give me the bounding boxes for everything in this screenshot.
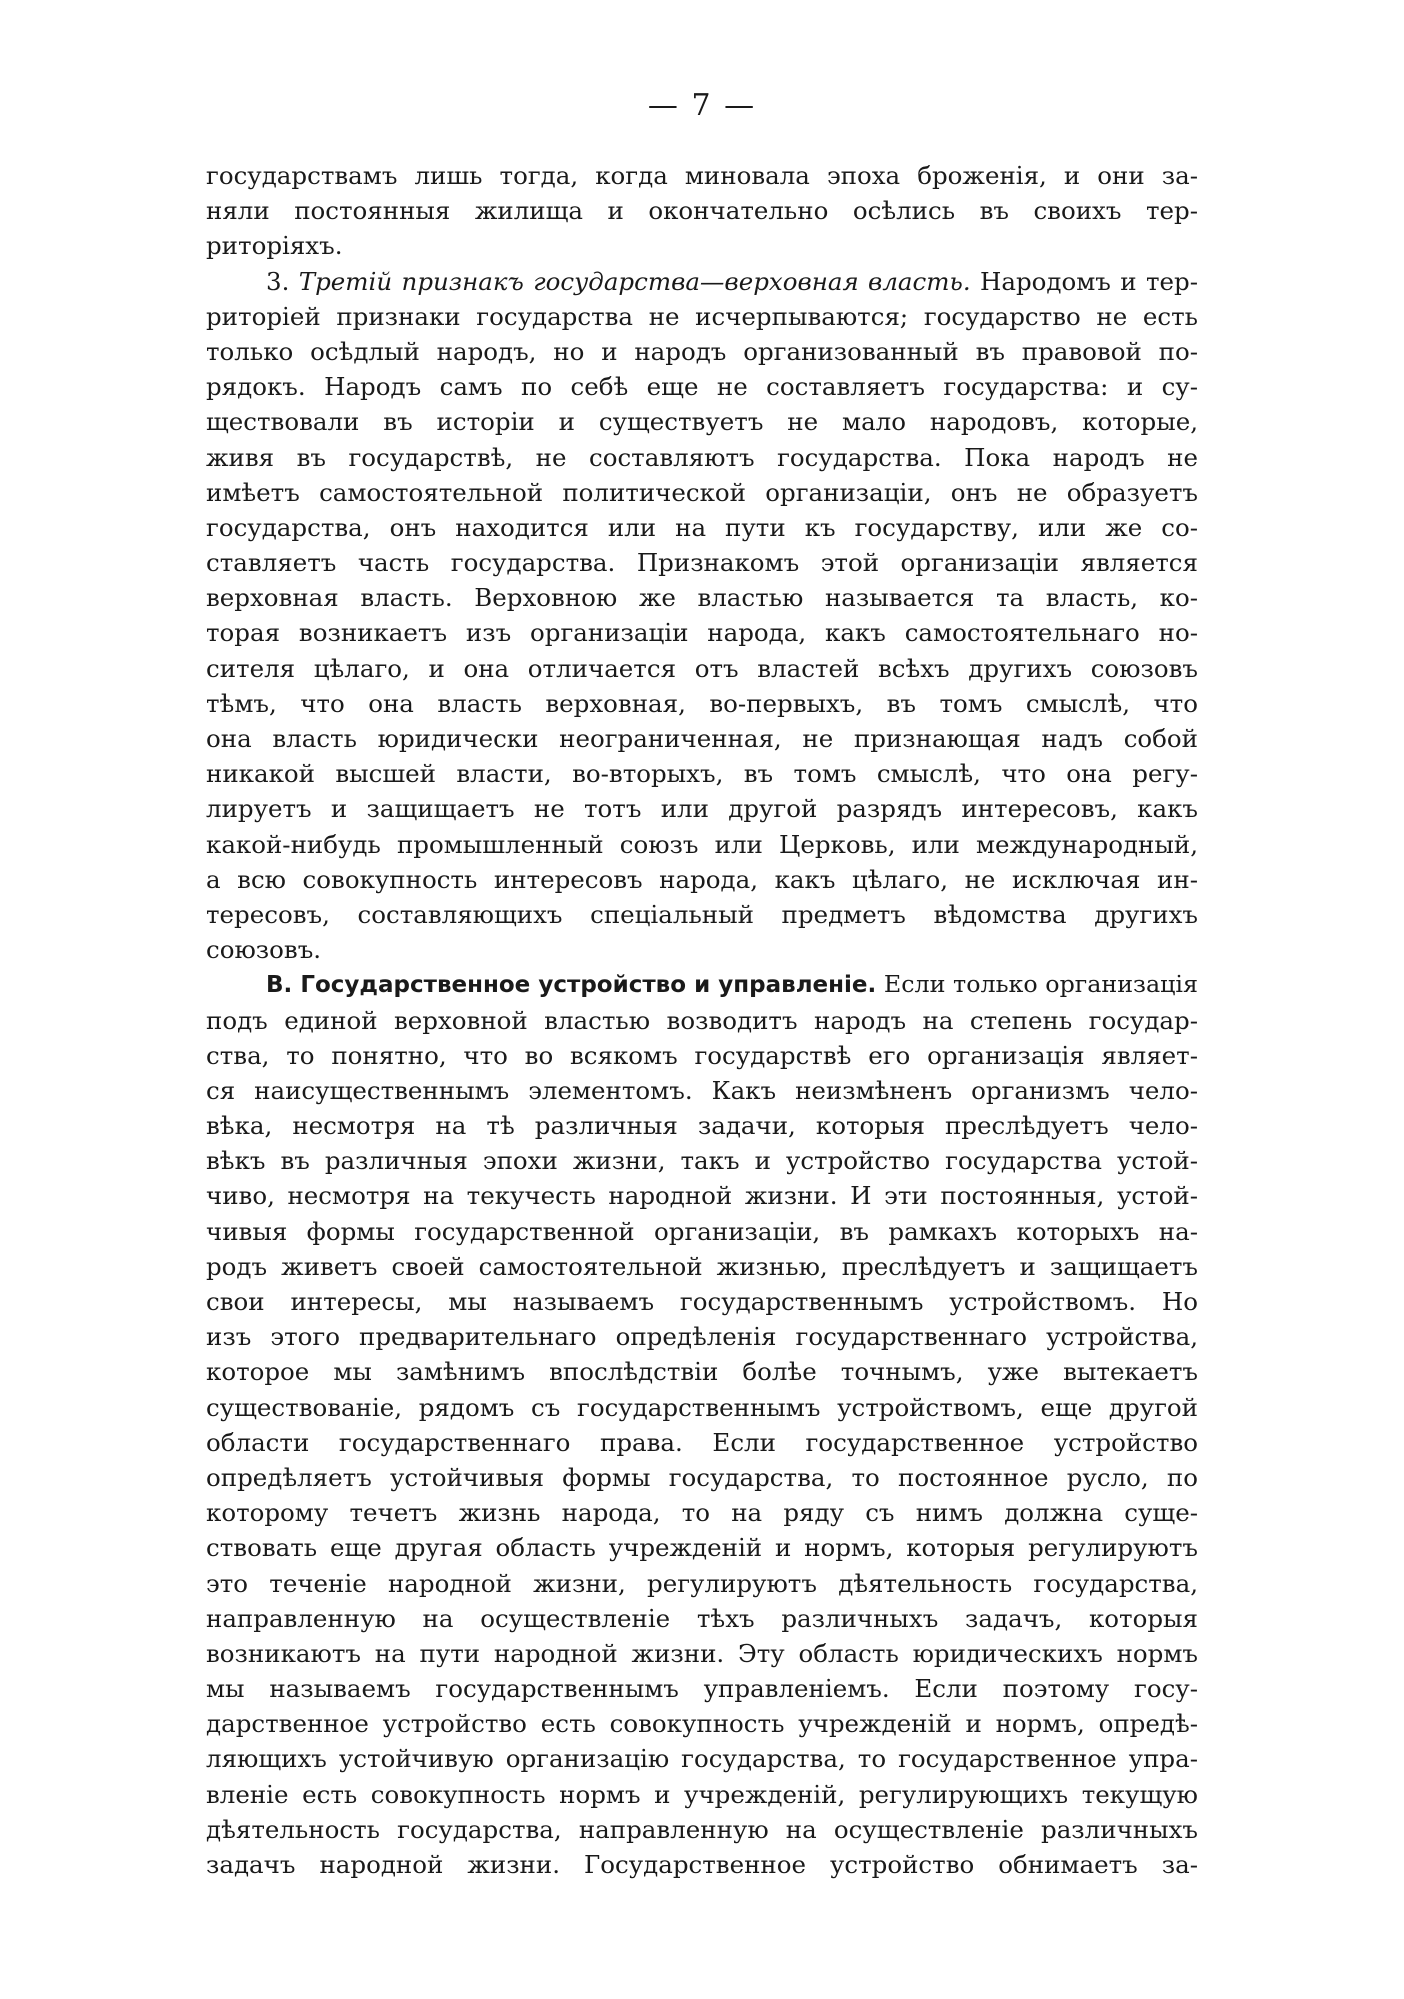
line-text: опредѣляетъ устойчивыя формы государства, то постоянное русло, по xyxy=(206,1462,1198,1492)
text-line xyxy=(206,1390,1198,1425)
text-line xyxy=(206,756,1198,791)
line-text: рядокъ. Народъ самъ по себѣ еще не составляетъ государства: и су- xyxy=(206,372,1198,402)
line-text: вленіе есть совокупность нормъ и учрежденій, регулирующихъ текущую xyxy=(206,1779,1198,1809)
line-text: ставляетъ часть государства. Признакомъ этой организаціи является xyxy=(206,548,1198,578)
line-text: чивыя формы государственной организаціи, въ рамкахъ которыхъ на- xyxy=(206,1216,1198,1246)
line-text: дѣятельность государства, направленную на осуществленіе различныхъ xyxy=(206,1814,1198,1844)
text-line xyxy=(206,686,1198,721)
text-line xyxy=(206,1847,1198,1882)
line-text: верховная власть. Верховною же властью называется та власть, ко- xyxy=(206,583,1198,613)
line-text: подъ единой верховной властью возводитъ народъ на степень государ- xyxy=(206,1005,1198,1035)
text-line xyxy=(206,932,1198,967)
line-text: государствамъ лишь тогда, когда миновала эпоха броженія, и они за- xyxy=(206,161,1198,190)
text-line xyxy=(206,1460,1198,1495)
line-text: свои интересы, мы называемъ государственнымъ устройствомъ. Но xyxy=(206,1287,1198,1316)
line-text: живя въ государствѣ, не составляютъ государства. Пока народъ не xyxy=(206,442,1198,472)
line-text: которому течетъ жизнь народа, то на ряду съ нимъ должна суще- xyxy=(206,1498,1198,1528)
text-line xyxy=(206,228,1198,263)
line-text: сителя цѣлаго, и она отличается отъ властей всѣхъ другихъ союзовъ xyxy=(206,653,1198,683)
text-line xyxy=(206,1003,1198,1038)
line-text: которое мы замѣнимъ впослѣдствіи болѣе точнымъ, уже вытекаетъ xyxy=(206,1357,1198,1387)
text-line xyxy=(206,264,1198,299)
text-line xyxy=(206,1108,1198,1143)
line-text: возникаютъ на пути народной жизни. Эту область юридическихъ нормъ xyxy=(206,1638,1198,1668)
line-text: какой-нибудь промышленный союзъ или Церковь, или международный, xyxy=(206,829,1198,859)
text-line xyxy=(206,299,1198,334)
text-line xyxy=(206,1249,1198,1284)
line-text: никакой высшей власти, во-вторыхъ, въ томъ смыслѣ, что она регу- xyxy=(206,759,1198,789)
text-line xyxy=(206,862,1198,897)
section-heading-italic: Третій признакъ государства—верховная власть. xyxy=(298,266,971,296)
text-line xyxy=(206,1354,1198,1389)
line-text: Народомъ и тер- xyxy=(970,266,1198,296)
text-line xyxy=(206,1495,1198,1530)
text-line xyxy=(206,545,1198,580)
line-text: только осѣдлый народъ, но и народъ организованный въ правовой по- xyxy=(206,336,1198,366)
text-line xyxy=(206,510,1198,545)
line-text: риторіяхъ. xyxy=(206,231,343,261)
line-text: дарственное устройство есть совокупность учрежденій и нормъ, опредѣ- xyxy=(206,1709,1198,1739)
text-line xyxy=(206,1425,1198,1460)
text-line xyxy=(206,1566,1198,1601)
text-line xyxy=(206,193,1198,228)
line-text: изъ этого предварительнаго опредѣленія государственнаго устройства, xyxy=(206,1322,1198,1352)
text-line xyxy=(206,1671,1198,1706)
line-text: вѣкъ въ различныя эпохи жизни, такъ и устройство государства устой- xyxy=(206,1146,1198,1176)
line-text: ществовали въ исторіи и существуетъ не мало народовъ, которые, xyxy=(206,407,1198,437)
text-line xyxy=(206,1812,1198,1847)
line-text: направленную на осуществленіе тѣхъ различныхъ задачъ, которыя xyxy=(206,1603,1198,1633)
text-line xyxy=(206,1284,1198,1319)
text-line xyxy=(206,651,1198,686)
line-text: существованіе, рядомъ съ государственнымъ устройствомъ, еще другой xyxy=(206,1392,1198,1422)
text-line xyxy=(206,1038,1198,1073)
body-text xyxy=(206,158,1198,1882)
text-line xyxy=(206,1777,1198,1812)
line-text: торая возникаетъ изъ организаціи народа, какъ самостоятельнаго но- xyxy=(206,618,1198,648)
line-text: чиво, несмотря на текучесть народной жизни. И эти постоянныя, устой- xyxy=(206,1181,1198,1211)
section-heading-bold: В. Государственное устройство и управленіе. xyxy=(266,972,877,999)
line-text: государства, онъ находится или на пути къ государству, или же со- xyxy=(206,512,1198,542)
text-line xyxy=(206,791,1198,826)
line-text: области государственнаго права. Если государственное устройство xyxy=(206,1427,1198,1457)
line-text: ства, то понятно, что во всякомъ государствѣ его организація являет- xyxy=(206,1040,1198,1070)
line-text: тересовъ, составляющихъ спеціальный предметъ вѣдомства другихъ xyxy=(206,899,1198,929)
text-line xyxy=(206,369,1198,404)
text-line xyxy=(206,1073,1198,1108)
line-text: союзовъ. xyxy=(206,935,322,965)
text-line xyxy=(206,580,1198,615)
text-line xyxy=(206,615,1198,650)
text-line xyxy=(206,1319,1198,1354)
line-text: тѣмъ, что она власть верховная, во-первыхъ, въ томъ смыслѣ, что xyxy=(206,688,1198,718)
line-text: ляющихъ устойчивую организацію государства, то государственное упра- xyxy=(206,1744,1198,1774)
line-text: ся наисущественнымъ элементомъ. Какъ неизмѣненъ организмъ чело- xyxy=(206,1075,1198,1105)
text-line xyxy=(206,827,1198,862)
text-line xyxy=(206,334,1198,369)
line-text: ствовать еще другая область учрежденій и нормъ, которыя регулируютъ xyxy=(206,1533,1198,1563)
text-line xyxy=(206,897,1198,932)
line-text: мы называемъ государственнымъ управленіемъ. Если поэтому госу- xyxy=(206,1674,1198,1704)
text-line xyxy=(206,721,1198,756)
text-line xyxy=(206,1214,1198,1249)
text-line xyxy=(206,1741,1198,1776)
text-line xyxy=(206,1178,1198,1213)
text-line xyxy=(206,475,1198,510)
line-text: няли постоянныя жилища и окончательно осѣлись въ своихъ тер- xyxy=(206,196,1198,226)
text-line xyxy=(206,1636,1198,1671)
line-text: это теченіе народной жизни, регулируютъ дѣятельность государства, xyxy=(206,1568,1198,1598)
text-line xyxy=(206,158,1198,193)
page-number: — 7 — xyxy=(647,88,757,123)
line-text: риторіей признаки государства не исчерпываются; государство не есть xyxy=(206,301,1198,331)
text-line xyxy=(206,967,1198,1002)
line-text: родъ живетъ своей самостоятельной жизнью, преслѣдуетъ и защищаетъ xyxy=(206,1251,1198,1281)
text-line xyxy=(206,1143,1198,1178)
text-line xyxy=(206,404,1198,439)
line-text: она власть юридически неограниченная, не признающая надъ собой xyxy=(206,724,1198,753)
line-text: лируетъ и защищаетъ не тотъ или другой разрядъ интересовъ, какъ xyxy=(206,794,1198,824)
text-line xyxy=(206,1601,1198,1636)
line-text: Если только организація xyxy=(876,970,1198,999)
paragraph-number: 3. xyxy=(266,266,290,296)
line-text: задачъ народной жизни. Государственное устройство обнимаетъ за- xyxy=(206,1850,1198,1879)
text-line xyxy=(206,1530,1198,1565)
text-line xyxy=(206,440,1198,475)
line-text: а всю совокупность интересовъ народа, какъ цѣлаго, не исключая ин- xyxy=(206,864,1198,894)
line-text: имѣетъ самостоятельной политической организаціи, онъ не образуетъ xyxy=(206,477,1198,507)
text-line xyxy=(206,1706,1198,1741)
line-text: вѣка, несмотря на тѣ различныя задачи, которыя преслѣдуетъ чело- xyxy=(206,1111,1198,1141)
